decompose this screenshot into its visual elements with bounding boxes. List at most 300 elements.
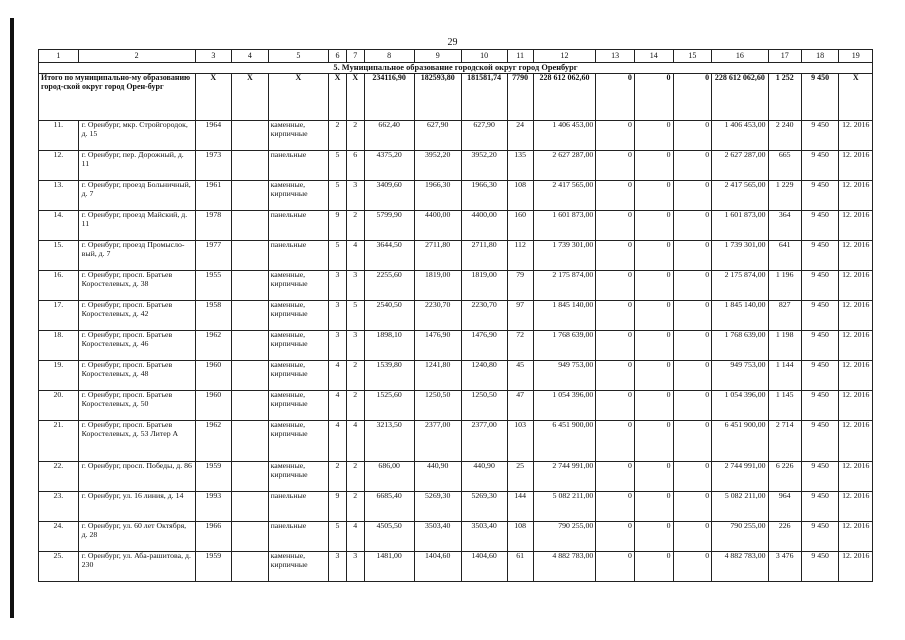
date-cell: 12. 2016 bbox=[839, 181, 873, 211]
empty-cell bbox=[232, 552, 269, 582]
column-number: 19 bbox=[839, 50, 873, 63]
empty-cell bbox=[232, 492, 269, 522]
residents-cell: 61 bbox=[507, 552, 533, 582]
total-cell: 228 612 062,60 bbox=[712, 74, 768, 121]
area-cell: 2255,60 bbox=[364, 271, 414, 301]
empty-cell bbox=[232, 391, 269, 421]
value-cell: 0 bbox=[634, 552, 673, 582]
entrances-cell: 3 bbox=[346, 181, 364, 211]
specific-cost-cell: 1 144 bbox=[768, 361, 801, 391]
section-title-row bbox=[39, 63, 873, 74]
material-cell: каменные, кирпичные bbox=[268, 331, 329, 361]
value-cell: 0 bbox=[673, 271, 712, 301]
area-cell: 3644,50 bbox=[364, 241, 414, 271]
column-number: 12 bbox=[533, 50, 596, 63]
material-cell: каменные, кирпичные bbox=[268, 121, 329, 151]
address-cell: г. Оренбург, просп. Победы, д. 86 bbox=[78, 462, 195, 492]
total-cost-cell: 1 601 873,00 bbox=[712, 211, 768, 241]
total-cell: 7790 bbox=[507, 74, 533, 121]
residents-cell: 45 bbox=[507, 361, 533, 391]
date-cell: 12. 2016 bbox=[839, 241, 873, 271]
total-cost-cell: 790 255,00 bbox=[712, 522, 768, 552]
table-row bbox=[39, 241, 873, 271]
address-cell: г. Оренбург, мкр. Стройгородок, д. 15 bbox=[78, 121, 195, 151]
specific-cost-cell: 1 145 bbox=[768, 391, 801, 421]
value-cell: 0 bbox=[634, 181, 673, 211]
total-cell: 228 612 062,60 bbox=[533, 74, 596, 121]
page-number: 29 bbox=[447, 37, 458, 48]
cost-cell: 2 627 287,00 bbox=[533, 151, 596, 181]
area-cell: 2711,80 bbox=[414, 241, 461, 271]
total-cell: Х bbox=[839, 74, 873, 121]
specific-cost-cell: 665 bbox=[768, 151, 801, 181]
limit-cell: 9 450 bbox=[801, 121, 839, 151]
value-cell: 0 bbox=[596, 121, 635, 151]
specific-cost-cell: 2 714 bbox=[768, 421, 801, 462]
date-cell: 12. 2016 bbox=[839, 301, 873, 331]
column-number: 4 bbox=[232, 50, 269, 63]
entrances-cell: 5 bbox=[346, 301, 364, 331]
year-cell: 1993 bbox=[195, 492, 232, 522]
area-cell: 1819,00 bbox=[461, 271, 507, 301]
year-cell: 1966 bbox=[195, 522, 232, 552]
total-cell: Х bbox=[329, 74, 347, 121]
residents-cell: 135 bbox=[507, 151, 533, 181]
material-cell: панельные bbox=[268, 241, 329, 271]
table-row bbox=[39, 181, 873, 211]
entrances-cell: 2 bbox=[346, 462, 364, 492]
specific-cost-cell: 364 bbox=[768, 211, 801, 241]
cost-cell: 1 739 301,00 bbox=[533, 241, 596, 271]
column-number: 3 bbox=[195, 50, 232, 63]
cost-cell: 1 406 453,00 bbox=[533, 121, 596, 151]
value-cell: 0 bbox=[673, 241, 712, 271]
entrances-cell: 2 bbox=[346, 492, 364, 522]
cost-cell: 1 845 140,00 bbox=[533, 301, 596, 331]
residents-cell: 79 bbox=[507, 271, 533, 301]
value-cell: 0 bbox=[673, 331, 712, 361]
date-cell: 12. 2016 bbox=[839, 121, 873, 151]
date-cell: 12. 2016 bbox=[839, 271, 873, 301]
empty-cell bbox=[232, 522, 269, 552]
area-cell: 3952,20 bbox=[414, 151, 461, 181]
floors-cell: 9 bbox=[329, 211, 347, 241]
total-cost-cell: 1 406 453,00 bbox=[712, 121, 768, 151]
value-cell: 0 bbox=[596, 151, 635, 181]
total-cell: 9 450 bbox=[801, 74, 839, 121]
column-number: 5 bbox=[268, 50, 329, 63]
total-cell: 0 bbox=[634, 74, 673, 121]
total-cell: 234116,90 bbox=[364, 74, 414, 121]
table-row bbox=[39, 271, 873, 301]
area-cell: 1476,90 bbox=[461, 331, 507, 361]
date-cell: 12. 2016 bbox=[839, 552, 873, 582]
address-cell: г. Оренбург, пер. Дорожный, д. 11 bbox=[78, 151, 195, 181]
floors-cell: 4 bbox=[329, 421, 347, 462]
column-number: 15 bbox=[673, 50, 712, 63]
total-cell: Х bbox=[232, 74, 269, 121]
total-cost-cell: 1 845 140,00 bbox=[712, 301, 768, 331]
row-number: 16. bbox=[39, 271, 79, 301]
residents-cell: 24 bbox=[507, 121, 533, 151]
value-cell: 0 bbox=[596, 492, 635, 522]
value-cell: 0 bbox=[634, 421, 673, 462]
area-cell: 2540,50 bbox=[364, 301, 414, 331]
cost-cell: 6 451 900,00 bbox=[533, 421, 596, 462]
total-cell: Х bbox=[346, 74, 364, 121]
area-cell: 1250,50 bbox=[414, 391, 461, 421]
specific-cost-cell: 226 bbox=[768, 522, 801, 552]
address-cell: г. Оренбург, проезд Промысло-вый, д. 7 bbox=[78, 241, 195, 271]
total-cell: Х bbox=[195, 74, 232, 121]
value-cell: 0 bbox=[673, 492, 712, 522]
address-cell: г. Оренбург, просп. Братьев Коростелевых, д. 48 bbox=[78, 361, 195, 391]
limit-cell: 9 450 bbox=[801, 552, 839, 582]
year-cell: 1964 bbox=[195, 121, 232, 151]
column-number: 14 bbox=[634, 50, 673, 63]
value-cell: 0 bbox=[673, 151, 712, 181]
area-cell: 3213,50 bbox=[364, 421, 414, 462]
row-number: 20. bbox=[39, 391, 79, 421]
row-number: 12. bbox=[39, 151, 79, 181]
entrances-cell: 2 bbox=[346, 361, 364, 391]
address-cell: г. Оренбург, ул. 16 линия, д. 14 bbox=[78, 492, 195, 522]
total-cost-cell: 1 739 301,00 bbox=[712, 241, 768, 271]
limit-cell: 9 450 bbox=[801, 181, 839, 211]
total-cell: Х bbox=[268, 74, 329, 121]
limit-cell: 9 450 bbox=[801, 462, 839, 492]
material-cell: панельные bbox=[268, 211, 329, 241]
table-row bbox=[39, 151, 873, 181]
specific-cost-cell: 1 229 bbox=[768, 181, 801, 211]
residents-cell: 144 bbox=[507, 492, 533, 522]
empty-cell bbox=[232, 271, 269, 301]
value-cell: 0 bbox=[673, 301, 712, 331]
specific-cost-cell: 827 bbox=[768, 301, 801, 331]
total-cost-cell: 2 627 287,00 bbox=[712, 151, 768, 181]
total-cost-cell: 1 768 639,00 bbox=[712, 331, 768, 361]
address-cell: г. Оренбург, просп. Братьев Коростелевых, д. 46 bbox=[78, 331, 195, 361]
specific-cost-cell: 2 240 bbox=[768, 121, 801, 151]
value-cell: 0 bbox=[634, 271, 673, 301]
entrances-cell: 3 bbox=[346, 331, 364, 361]
cost-cell: 2 175 874,00 bbox=[533, 271, 596, 301]
column-number: 1 bbox=[39, 50, 79, 63]
floors-cell: 3 bbox=[329, 552, 347, 582]
year-cell: 1962 bbox=[195, 421, 232, 462]
value-cell: 0 bbox=[596, 241, 635, 271]
material-cell: панельные bbox=[268, 151, 329, 181]
total-row bbox=[39, 74, 873, 121]
date-cell: 12. 2016 bbox=[839, 421, 873, 462]
value-cell: 0 bbox=[673, 211, 712, 241]
table-row bbox=[39, 421, 873, 462]
year-cell: 1962 bbox=[195, 331, 232, 361]
value-cell: 0 bbox=[673, 421, 712, 462]
area-cell: 440,90 bbox=[461, 462, 507, 492]
area-cell: 1404,60 bbox=[461, 552, 507, 582]
area-cell: 1481,00 bbox=[364, 552, 414, 582]
column-numbers-row bbox=[39, 50, 873, 63]
floors-cell: 2 bbox=[329, 121, 347, 151]
floors-cell: 3 bbox=[329, 271, 347, 301]
residents-cell: 108 bbox=[507, 522, 533, 552]
limit-cell: 9 450 bbox=[801, 522, 839, 552]
area-cell: 2377,00 bbox=[414, 421, 461, 462]
date-cell: 12. 2016 bbox=[839, 522, 873, 552]
value-cell: 0 bbox=[596, 361, 635, 391]
year-cell: 1960 bbox=[195, 391, 232, 421]
row-number: 13. bbox=[39, 181, 79, 211]
date-cell: 12. 2016 bbox=[839, 391, 873, 421]
date-cell: 12. 2016 bbox=[839, 331, 873, 361]
column-number: 13 bbox=[596, 50, 635, 63]
limit-cell: 9 450 bbox=[801, 301, 839, 331]
table-row bbox=[39, 522, 873, 552]
value-cell: 0 bbox=[596, 301, 635, 331]
row-number: 14. bbox=[39, 211, 79, 241]
row-number: 24. bbox=[39, 522, 79, 552]
cost-cell: 1 601 873,00 bbox=[533, 211, 596, 241]
address-cell: г. Оренбург, просп. Братьев Коростелевых, д. 38 bbox=[78, 271, 195, 301]
limit-cell: 9 450 bbox=[801, 492, 839, 522]
material-cell: панельные bbox=[268, 492, 329, 522]
area-cell: 3503,40 bbox=[461, 522, 507, 552]
area-cell: 1240,80 bbox=[461, 361, 507, 391]
entrances-cell: 3 bbox=[346, 271, 364, 301]
address-cell: г. Оренбург, ул. 60 лет Октября, д. 28 bbox=[78, 522, 195, 552]
area-cell: 440,90 bbox=[414, 462, 461, 492]
table-row bbox=[39, 361, 873, 391]
residents-cell: 47 bbox=[507, 391, 533, 421]
floors-cell: 4 bbox=[329, 391, 347, 421]
floors-cell: 3 bbox=[329, 331, 347, 361]
area-cell: 2230,70 bbox=[414, 301, 461, 331]
date-cell: 12. 2016 bbox=[839, 211, 873, 241]
material-cell: каменные, кирпичные bbox=[268, 462, 329, 492]
entrances-cell: 6 bbox=[346, 151, 364, 181]
table-row bbox=[39, 492, 873, 522]
area-cell: 4400,00 bbox=[461, 211, 507, 241]
limit-cell: 9 450 bbox=[801, 331, 839, 361]
empty-cell bbox=[232, 462, 269, 492]
year-cell: 1960 bbox=[195, 361, 232, 391]
row-number: 21. bbox=[39, 421, 79, 462]
floors-cell: 2 bbox=[329, 462, 347, 492]
value-cell: 0 bbox=[634, 522, 673, 552]
floors-cell: 5 bbox=[329, 181, 347, 211]
empty-cell bbox=[232, 151, 269, 181]
cost-cell: 1 054 396,00 bbox=[533, 391, 596, 421]
floors-cell: 3 bbox=[329, 301, 347, 331]
column-number: 10 bbox=[461, 50, 507, 63]
total-cell: 0 bbox=[596, 74, 635, 121]
address-cell: г. Оренбург, просп. Братьев Коростелевых, д. 42 bbox=[78, 301, 195, 331]
floors-cell: 5 bbox=[329, 522, 347, 552]
material-cell: каменные, кирпичные bbox=[268, 421, 329, 462]
address-cell: г. Оренбург, проезд Больничный, д. 7 bbox=[78, 181, 195, 211]
value-cell: 0 bbox=[596, 181, 635, 211]
value-cell: 0 bbox=[673, 181, 712, 211]
limit-cell: 9 450 bbox=[801, 241, 839, 271]
area-cell: 1539,80 bbox=[364, 361, 414, 391]
value-cell: 0 bbox=[596, 391, 635, 421]
cost-cell: 4 882 783,00 bbox=[533, 552, 596, 582]
residents-cell: 160 bbox=[507, 211, 533, 241]
year-cell: 1958 bbox=[195, 301, 232, 331]
empty-cell bbox=[232, 241, 269, 271]
area-cell: 2230,70 bbox=[461, 301, 507, 331]
column-number: 8 bbox=[364, 50, 414, 63]
total-cell: 181581,74 bbox=[461, 74, 507, 121]
value-cell: 0 bbox=[634, 151, 673, 181]
date-cell: 12. 2016 bbox=[839, 361, 873, 391]
area-cell: 627,90 bbox=[414, 121, 461, 151]
residents-cell: 97 bbox=[507, 301, 533, 331]
area-cell: 1404,60 bbox=[414, 552, 461, 582]
limit-cell: 9 450 bbox=[801, 361, 839, 391]
address-cell: г. Оренбург, просп. Братьев Коростелевых, д. 53 Литер А bbox=[78, 421, 195, 462]
residents-cell: 112 bbox=[507, 241, 533, 271]
row-number: 19. bbox=[39, 361, 79, 391]
total-cost-cell: 1 054 396,00 bbox=[712, 391, 768, 421]
residents-cell: 72 bbox=[507, 331, 533, 361]
column-number: 17 bbox=[768, 50, 801, 63]
area-cell: 1241,80 bbox=[414, 361, 461, 391]
material-cell: каменные, кирпичные bbox=[268, 271, 329, 301]
value-cell: 0 bbox=[673, 121, 712, 151]
row-number: 11. bbox=[39, 121, 79, 151]
specific-cost-cell: 1 198 bbox=[768, 331, 801, 361]
column-number: 11 bbox=[507, 50, 533, 63]
area-cell: 1819,00 bbox=[414, 271, 461, 301]
limit-cell: 9 450 bbox=[801, 211, 839, 241]
value-cell: 0 bbox=[596, 331, 635, 361]
limit-cell: 9 450 bbox=[801, 271, 839, 301]
year-cell: 1959 bbox=[195, 552, 232, 582]
entrances-cell: 2 bbox=[346, 211, 364, 241]
address-cell: г. Оренбург, проезд Майский, д. 11 bbox=[78, 211, 195, 241]
column-number: 18 bbox=[801, 50, 839, 63]
material-cell: панельные bbox=[268, 522, 329, 552]
total-cost-cell: 2 744 991,00 bbox=[712, 462, 768, 492]
specific-cost-cell: 1 196 bbox=[768, 271, 801, 301]
entrances-cell: 4 bbox=[346, 522, 364, 552]
total-cell: 0 bbox=[673, 74, 712, 121]
residents-cell: 103 bbox=[507, 421, 533, 462]
area-cell: 3503,40 bbox=[414, 522, 461, 552]
value-cell: 0 bbox=[634, 121, 673, 151]
housing-table bbox=[38, 49, 873, 582]
area-cell: 1525,60 bbox=[364, 391, 414, 421]
row-number: 22. bbox=[39, 462, 79, 492]
area-cell: 1966,30 bbox=[461, 181, 507, 211]
cost-cell: 2 744 991,00 bbox=[533, 462, 596, 492]
area-cell: 5269,30 bbox=[414, 492, 461, 522]
empty-cell bbox=[232, 121, 269, 151]
empty-cell bbox=[232, 301, 269, 331]
year-cell: 1977 bbox=[195, 241, 232, 271]
area-cell: 627,90 bbox=[461, 121, 507, 151]
value-cell: 0 bbox=[634, 241, 673, 271]
area-cell: 2377,00 bbox=[461, 421, 507, 462]
cost-cell: 5 082 211,00 bbox=[533, 492, 596, 522]
date-cell: 12. 2016 bbox=[839, 151, 873, 181]
material-cell: каменные, кирпичные bbox=[268, 301, 329, 331]
residents-cell: 25 bbox=[507, 462, 533, 492]
total-cost-cell: 5 082 211,00 bbox=[712, 492, 768, 522]
page-edge-bar bbox=[10, 18, 14, 618]
total-cell: 1 252 bbox=[768, 74, 801, 121]
cost-cell: 1 768 639,00 bbox=[533, 331, 596, 361]
row-number: 25. bbox=[39, 552, 79, 582]
column-number: 7 bbox=[346, 50, 364, 63]
area-cell: 4400,00 bbox=[414, 211, 461, 241]
cost-cell: 2 417 565,00 bbox=[533, 181, 596, 211]
total-cost-cell: 2 175 874,00 bbox=[712, 271, 768, 301]
date-cell: 12. 2016 bbox=[839, 492, 873, 522]
total-cell: 182593,80 bbox=[414, 74, 461, 121]
area-cell: 1476,90 bbox=[414, 331, 461, 361]
entrances-cell: 2 bbox=[346, 121, 364, 151]
material-cell: каменные, кирпичные bbox=[268, 181, 329, 211]
area-cell: 6685,40 bbox=[364, 492, 414, 522]
year-cell: 1961 bbox=[195, 181, 232, 211]
row-number: 18. bbox=[39, 331, 79, 361]
area-cell: 1898,10 bbox=[364, 331, 414, 361]
table-row bbox=[39, 121, 873, 151]
value-cell: 0 bbox=[673, 462, 712, 492]
value-cell: 0 bbox=[673, 361, 712, 391]
address-cell: г. Оренбург, ул. Аба-рашитова, д. 230 bbox=[78, 552, 195, 582]
table-row bbox=[39, 211, 873, 241]
address-cell: г. Оренбург, просп. Братьев Коростелевых, д. 50 bbox=[78, 391, 195, 421]
material-cell: каменные, кирпичные bbox=[268, 391, 329, 421]
value-cell: 0 bbox=[596, 522, 635, 552]
value-cell: 0 bbox=[634, 391, 673, 421]
empty-cell bbox=[232, 361, 269, 391]
column-number: 2 bbox=[78, 50, 195, 63]
date-cell: 12. 2016 bbox=[839, 462, 873, 492]
specific-cost-cell: 641 bbox=[768, 241, 801, 271]
area-cell: 686,00 bbox=[364, 462, 414, 492]
table-row bbox=[39, 462, 873, 492]
area-cell: 3409,60 bbox=[364, 181, 414, 211]
value-cell: 0 bbox=[673, 522, 712, 552]
value-cell: 0 bbox=[634, 301, 673, 331]
limit-cell: 9 450 bbox=[801, 151, 839, 181]
area-cell: 4505,50 bbox=[364, 522, 414, 552]
entrances-cell: 4 bbox=[346, 241, 364, 271]
empty-cell bbox=[232, 331, 269, 361]
area-cell: 662,40 bbox=[364, 121, 414, 151]
floors-cell: 5 bbox=[329, 151, 347, 181]
area-cell: 3952,20 bbox=[461, 151, 507, 181]
floors-cell: 4 bbox=[329, 361, 347, 391]
value-cell: 0 bbox=[634, 331, 673, 361]
value-cell: 0 bbox=[596, 271, 635, 301]
row-number: 15. bbox=[39, 241, 79, 271]
column-number: 6 bbox=[329, 50, 347, 63]
entrances-cell: 2 bbox=[346, 391, 364, 421]
specific-cost-cell: 3 476 bbox=[768, 552, 801, 582]
area-cell: 1966,30 bbox=[414, 181, 461, 211]
value-cell: 0 bbox=[596, 211, 635, 241]
value-cell: 0 bbox=[634, 361, 673, 391]
area-cell: 1250,50 bbox=[461, 391, 507, 421]
row-number: 23. bbox=[39, 492, 79, 522]
table-row bbox=[39, 552, 873, 582]
